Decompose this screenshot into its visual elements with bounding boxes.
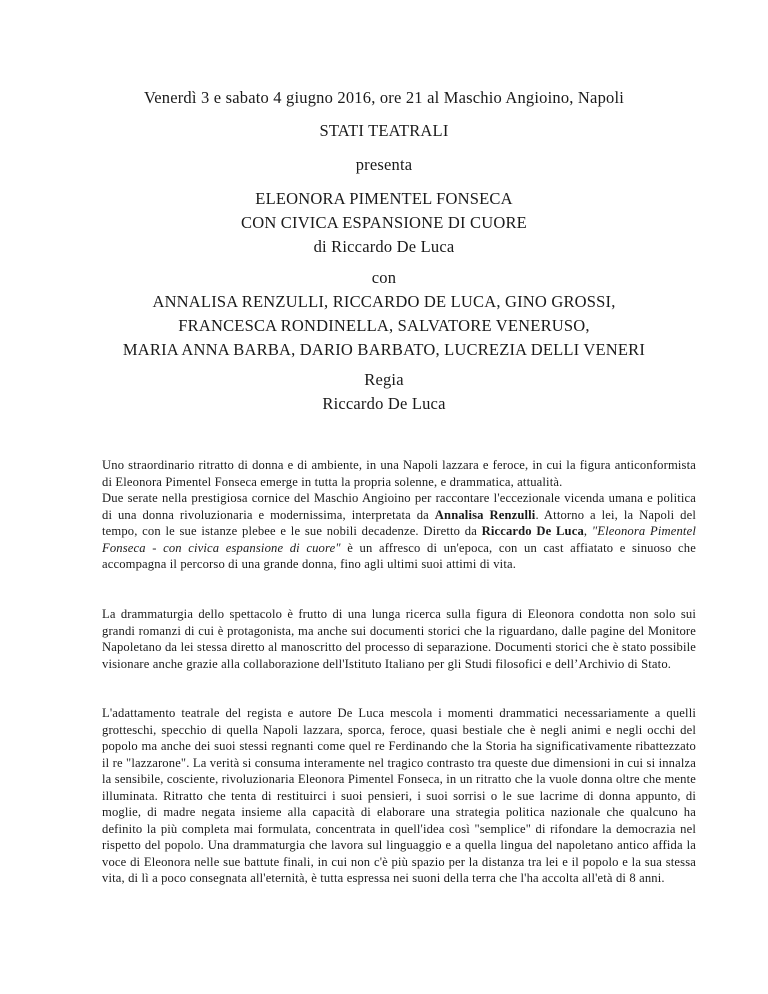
intro-text-1: Due serate nella prestigiosa cornice del Maschio Angioino per raccontare l'eccezionale vicenda umana e politica di una donna rivoluzionaria e modernissima, interpretata da <box>102 491 696 522</box>
regia-label: Regia <box>364 370 404 389</box>
show-title-line2: CON CIVICA ESPANSIONE DI CUORE <box>241 213 527 232</box>
regia-name: Riccardo De Luca <box>322 394 446 413</box>
cast-block <box>0 290 768 362</box>
paragraph-adaptation-text: L'adattamento teatrale del regista e autore De Luca mescola i momenti drammatici necessariamente a quelli grotteschi, specchio di quella Napoli lazzara, sporca, feroce, quasi bestiale che è negli animi e negli occhi del popolo ma anche dei suoi stessi regnanti come quel re Ferdinando che la Storia ha significativamente ribattezzato il re "lazzarone". La verità si consuma interamente nel tragico contrasto tra queste due dimensioni in cui si innalza la sensibile, cosciente, rivoluzionaria Eleonora Pimentel Fonseca, in un ritratto che la vuole donna oltre che mente illuminata. Ritratto che tenta di restituirci i suoi pensieri, i suoi sorrisi o le sue lacrime di donna appunto, di moglie, di madre negata insieme alla capacità di elaborare una strategia politica nazionale che qualcuno ha definito la più completa mai formulata, concentrata in quell'idea così "semplice" di rifondare la democrazia nel rispetto del popolo. Una drammaturgia che lavora sul linguaggio e a quella lingua del napoletano antico affida la voce di Eleonora nelle sue battute finali, in cui non c'è più spazio per la distanza tra lei e il popolo e la sua stessa vita, di lì a poco consegnata all'eternità, è tutta espressa nei suoni della terra che l'ha accolta all'età di 8 anni. <box>102 706 696 885</box>
con-label: con <box>371 268 397 287</box>
paragraph-intro <box>102 457 696 573</box>
intro-text-2: . Attorno a lei, la Napoli del tempo, con le sue istanze plebee e le sue nobili decadenze. Diretto da <box>102 507 696 538</box>
paragraph-intro-a: Uno straordinario ritratto di donna e di ambiente, in una Napoli lazzara e feroce, in cui la figura anticonformista di Eleonora Pimentel Fonseca emerge in tutta la propria solenne, e drammatica, attualità. <box>102 458 696 489</box>
actress-name: Annalisa Renzulli <box>434 507 536 522</box>
paragraph-adaptation <box>102 705 696 887</box>
show-title-italic: "Eleonora Pimentel Fonseca - con civica espansione di cuore" <box>102 524 696 555</box>
presenta-label: presenta <box>355 155 413 174</box>
intro-comma: , <box>583 524 592 538</box>
cast-line2: FRANCESCA RONDINELLA, SALVATORE VENERUSO, <box>178 316 590 335</box>
show-author: di Riccardo De Luca <box>313 237 455 256</box>
paragraph-dramaturgy <box>102 606 696 672</box>
event-date-line: Venerdì 3 e sabato 4 giugno 2016, ore 21 al Maschio Angioino, Napoli <box>143 88 625 107</box>
company-name: STATI TEATRALI <box>319 121 449 140</box>
paragraph-intro-b <box>102 490 696 573</box>
paragraph-dramaturgy-text: La drammaturgia dello spettacolo è frutto di una lunga ricerca sulla figura di Eleonora condotta non solo sui grandi romanzi di cui è protagonista, ma anche sui documenti storici che la riguardano, dalle pagine del Monitore Napoletano da lei stessa diretto al manoscritto del processo di separazione. Documenti storici che è stato possibile visionare anche grazie alla collaborazione dell'Istituto Italiano per gli Studi filosofici e dell’Archivio di Stato. <box>102 607 696 671</box>
regia-block <box>0 368 768 416</box>
cast-line3: MARIA ANNA BARBA, DARIO BARBATO, LUCREZIA DELLI VENERI <box>122 340 646 359</box>
intro-text-3: è un affresco di un'epoca, con un cast affiatato e sinuoso che accompagna il percorso di una grande donna, fino agli ultimi suoi attimi di vita. <box>102 540 696 571</box>
show-title-block <box>0 187 768 259</box>
show-title-line1: ELEONORA PIMENTEL FONSECA <box>255 189 513 208</box>
cast-line1: ANNALISA RENZULLI, RICCARDO DE LUCA, GINO GROSSI, <box>152 292 616 311</box>
director-name: Riccardo De Luca <box>481 524 584 538</box>
